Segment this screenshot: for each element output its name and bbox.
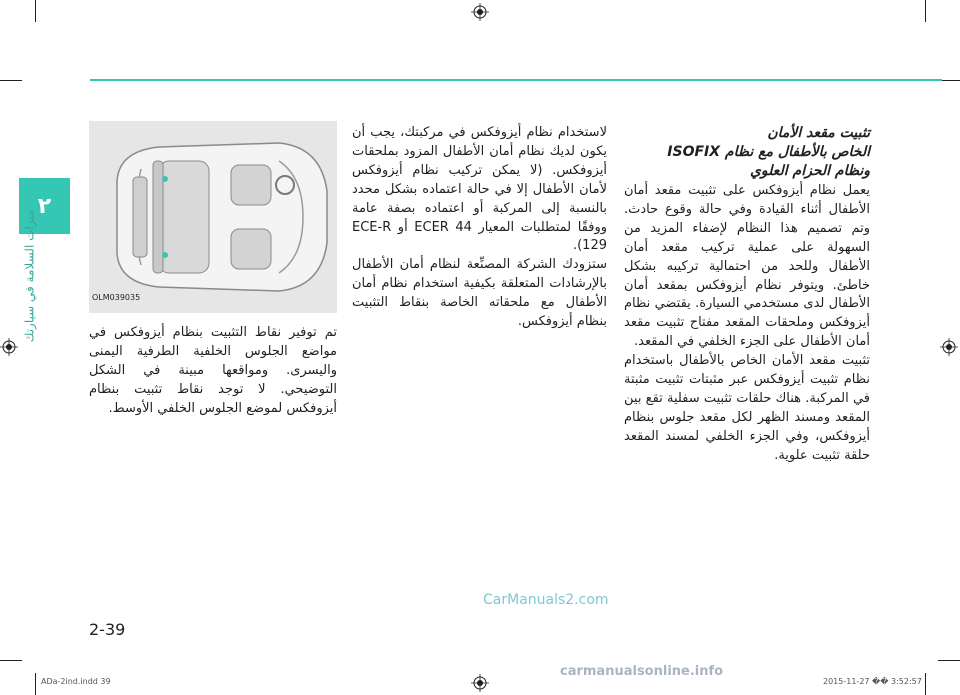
heading-line: تثبيت مقعد الأمان (767, 125, 870, 141)
paragraph: تثبيت مقعد الأمان الخاص بالأطفال باستخدام نظام تثبيت أيزوفكس عبر مثبتات تثبيت مثبتة في المركبة. هناك حلقات تثبيت سفلية تقع بين المقعد ومسند الظهر لكل مقعد جلوس بنظام أيزوفكس، وفي الجزء الخلفي لمسند المقعد حلقة تثبيت علوية. (624, 353, 870, 463)
car-top-view-illustration (89, 121, 337, 313)
crop-mark (938, 660, 960, 661)
heading-line: ونظام الحزام العلوي (749, 162, 870, 179)
section-heading (624, 124, 870, 181)
left-column (89, 324, 337, 419)
footer-site: carmanualsonline.info (560, 664, 724, 679)
figure-label: OLM039035 (92, 293, 141, 302)
crop-mark (35, 0, 36, 22)
paragraph: تم توفير نقاط التثبيت بنظام أيزوفكس في مواضع الجلوس الخلفية الطرفية اليمنى واليسرى. ومواقعها مبينة في الشكل التوضيحي. لا توجد نقاط تثبيت بنظام أيزوفكس لموضع الجلوس الخلفي الأوسط. (89, 325, 337, 416)
footer-datetime: 2015-11-27 �� 3:52:57 (823, 677, 922, 686)
crop-mark (0, 80, 22, 81)
crop-mark (925, 673, 926, 695)
chapter-number: ٢ (37, 193, 52, 219)
paragraph: يعمل نظام أيزوفكس على تثبيت مقعد أمان الأطفال أثناء القيادة وفي حالة وقوع حادث. وتم تصميم هذا النظام لإضفاء المزيد من السهولة على عملية تركيب مقعد أمان الأطفال وللحد من احتمالية تركيبه بشكل خاطئ. ويتوفر نظام أيزوفكس بمقعد أمان الأطفال لدى مستخدمي السيارة. يقتضي نظام أيزوفكس وملحقات المقعد مفتاح تثبيت مقعد أمان الأطفال على الجزء الخلفي في المقعد. (624, 183, 870, 350)
chapter-title-vertical (14, 209, 44, 343)
right-column (624, 182, 870, 466)
watermark: CarManuals2.com (483, 592, 609, 608)
middle-column (352, 124, 607, 332)
heading-line: الخاص بالأطفال مع نظام ISOFIX (667, 143, 870, 160)
header-rule (90, 79, 942, 81)
registration-mark-icon (940, 338, 958, 356)
page-number: 2-39 (89, 620, 126, 639)
crop-mark (35, 673, 36, 695)
paragraph: ستزودك الشركة المصنِّعة لنظام أمان الأطفال بالإرشادات المتعلقة بكيفية استخدام نظام أمان الأطفال مع ملحقاته الخاصة بنقاط التثبيت بنظام أيزوفكس. (352, 257, 607, 330)
crop-mark (0, 660, 22, 661)
registration-mark-icon (471, 3, 489, 21)
chapter-title: ميزات السلامة في سيارتك (22, 209, 36, 343)
registration-mark-icon (0, 338, 18, 356)
car-seat-figure (89, 121, 337, 313)
registration-mark-icon (471, 674, 489, 692)
paragraph: لاستخدام نظام أيزوفكس في مركبتك، يجب أن يكون لديك نظام أمان الأطفال المزود بملحقات أيزوفكس. (لا يمكن تركيب نظام أيزوفكس لأمان الأطفال إلا في حالة اعتماده بشكل محدد بالنسبة إلى المركبة أو اعتماده بصفة عامة ووفقًا لمتطلبات المعيار ECER 44 أو ECE-R 129). (352, 125, 608, 254)
crop-mark (925, 0, 926, 22)
footer-file: ADa-2ind.indd 39 (41, 677, 111, 686)
